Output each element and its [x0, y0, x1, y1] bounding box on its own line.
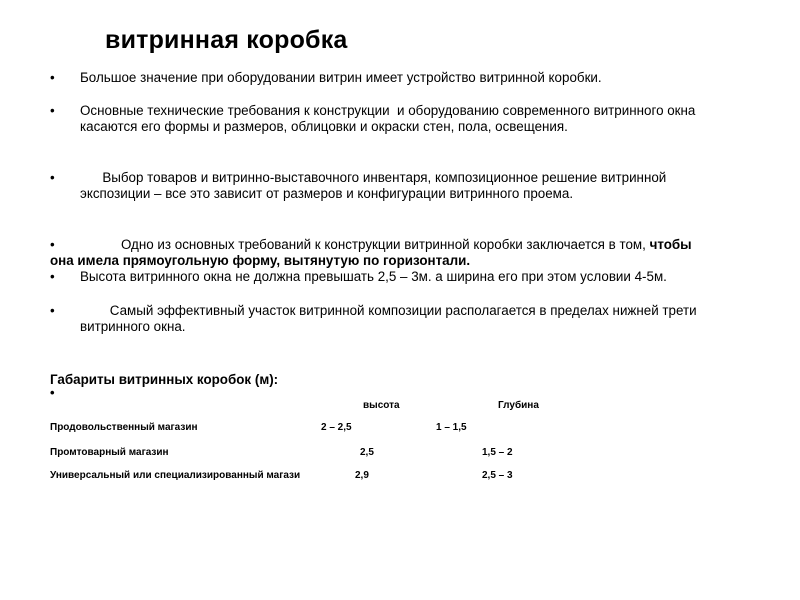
bullet-dot: • — [50, 237, 55, 252]
header-depth: Глубина — [498, 400, 539, 411]
row-height: 2,5 — [360, 447, 374, 458]
row-depth: 1,5 – 2 — [482, 447, 513, 458]
bullet-text: Основные технические требования к конструкции и оборудованию современного витринного окна касаются его формы и размеров, облицовки и окраски стен, пола, освещения. — [80, 103, 700, 134]
slide-title: витринная коробка — [105, 26, 348, 54]
bullet-item — [50, 70, 710, 86]
row-name: Универсальный или специализированный магази — [50, 470, 301, 481]
sizes-bullet-dot: • — [50, 385, 55, 400]
row-name: Продовольственный магазин — [50, 422, 198, 433]
bullet-item — [50, 237, 710, 269]
bullet-item — [50, 269, 710, 285]
bullet-text-start: Одно из основных требований к конструкции витринной коробки заключается в том, — [80, 237, 650, 252]
bullet-item — [50, 103, 710, 135]
bullet-text: Большое значение при оборудовании витрин имеет устройство витринной коробки. — [80, 70, 602, 85]
sizes-heading: Габариты витринных коробок (м): — [50, 372, 279, 387]
bullet-text: Высота витринного окна не должна превышать 2,5 – 3м. а ширина его при этом условии 4-5м. — [80, 269, 667, 284]
bullet-text-bold: чтобы она имела прямоугольную форму, вытянутую по горизонтали. — [50, 237, 696, 268]
bullet-text: Выбор товаров и витринно-выставочного инвентаря, композиционное решение витринной экспозиции – все это зависит от размеров и конфигурации витринного проема. — [80, 170, 671, 201]
bullet-text — [50, 237, 710, 269]
row-depth: 2,5 – 3 — [482, 470, 513, 481]
row-height: 2 – 2,5 — [321, 422, 352, 433]
row-name: Промтоварный магазин — [50, 447, 169, 458]
bullet-text: Самый эффективный участок витринной композиции располагается в пределах нижней трети витринного окна. — [80, 303, 701, 334]
bullet-item — [50, 303, 710, 335]
bullet-dot: • — [50, 103, 55, 118]
bullet-dot: • — [50, 170, 55, 185]
row-height: 2,9 — [355, 470, 369, 481]
bullet-dot: • — [50, 269, 55, 284]
bullet-dot: • — [50, 70, 55, 85]
row-depth: 1 – 1,5 — [436, 422, 467, 433]
bullet-dot: • — [50, 303, 55, 318]
header-height: высота — [363, 400, 400, 411]
bullet-item — [50, 170, 710, 202]
